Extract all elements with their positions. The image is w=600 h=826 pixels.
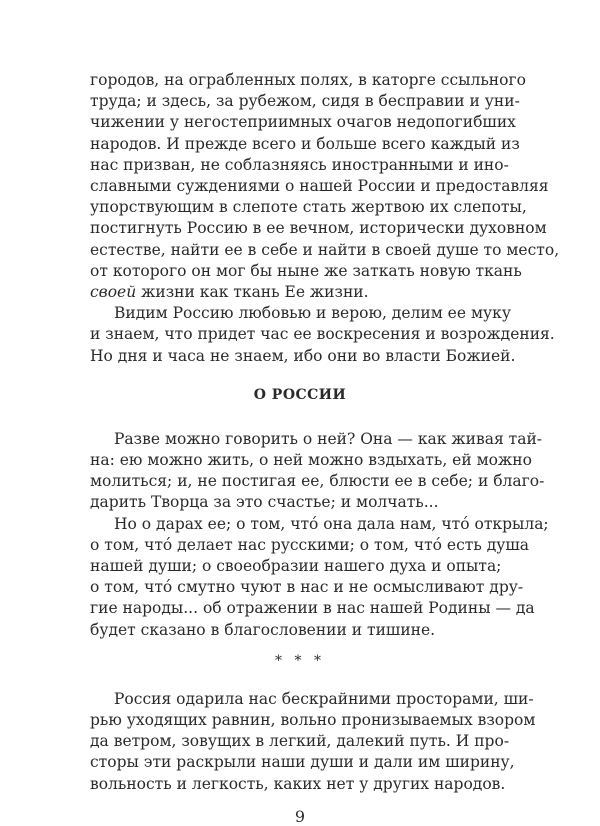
text-line: вольность и легкость, каких нет у других народов.	[90, 774, 506, 793]
text-line	[90, 282, 500, 303]
text-line: упорствующим в слепоте стать жертвою их слепоты,	[90, 198, 527, 217]
text-line: о том, что́ смутно чуют в нас и не осмысливают дру-	[90, 578, 524, 597]
text-line: да ветром, зовущих в легкий, далекий путь. И про-	[90, 732, 510, 751]
text-line: дарить Творца за это счастье; и молчать...	[90, 493, 439, 512]
text-line: славными суждениями о нашей России и предоставляя	[90, 177, 549, 195]
text-span: жизни как ткань Ее жизни.	[136, 283, 369, 301]
text-line: нашей души; о своеобразии нашего духа и опыта;	[90, 557, 502, 575]
text-line: будет сказано в благословении и тишине.	[90, 620, 436, 639]
text-line: рью уходящих равнин, вольно пронизываемых взором	[90, 711, 536, 729]
text-line: естестве, найти ее в себе и найти в своей душе то место,	[90, 240, 560, 259]
text-line: и знаем, что придет час ее воскресения и возрождения.	[90, 325, 555, 344]
text-line: чижении у негостеприимных очагов недопогибших	[90, 113, 516, 132]
text-line: гие народы... об отражении в нас нашей Родины — да	[90, 599, 535, 618]
text-line: постигнуть Россию в ее вечном, исторически духовном	[90, 219, 547, 238]
emphasis-word: своей	[90, 283, 137, 301]
text-line: Видим Россию любовью и верою, делим ее муку	[114, 304, 511, 323]
section-separator: * * *	[275, 652, 325, 669]
text-line: народов. И прежде всего и больше всего каждый из	[90, 134, 520, 153]
text-line: о том, что́ делает нас русскими; о том, что́ есть душа	[90, 535, 530, 554]
text-line: Россия одарила нас бескрайними просторами, ши-	[114, 689, 534, 708]
text-line: городов, на ограбленных полях, в каторге ссыльного	[90, 71, 526, 89]
text-line: Но дня и часа не знаем, ибо они во власти Божией.	[90, 346, 516, 365]
text-line: нас призван, не соблазняясь иностранными и ино-	[90, 155, 509, 174]
text-line: Разве можно говорить о ней? Она — как живая тай-	[114, 429, 543, 448]
text-line: на: ею можно жить, о ней можно вздыхать, ей можно	[90, 451, 532, 469]
text-line: труда; и здесь, за рубежом, сидя в бесправии и уни-	[90, 92, 520, 111]
text-line: молиться; и, не постигая ее, блюсти ее в себе; и благо-	[90, 472, 545, 491]
page-number: 9	[294, 806, 306, 826]
text-line: сторы эти раскрыли наши души и дали им ширину,	[90, 753, 515, 772]
text-line: Но о дарах ее; о том, что́ она дала нам, что́ открыла;	[114, 514, 549, 533]
text-line: от которого он мог бы ныне же заткать новую ткань	[90, 261, 522, 280]
section-heading: О РОССИИ	[253, 386, 347, 403]
